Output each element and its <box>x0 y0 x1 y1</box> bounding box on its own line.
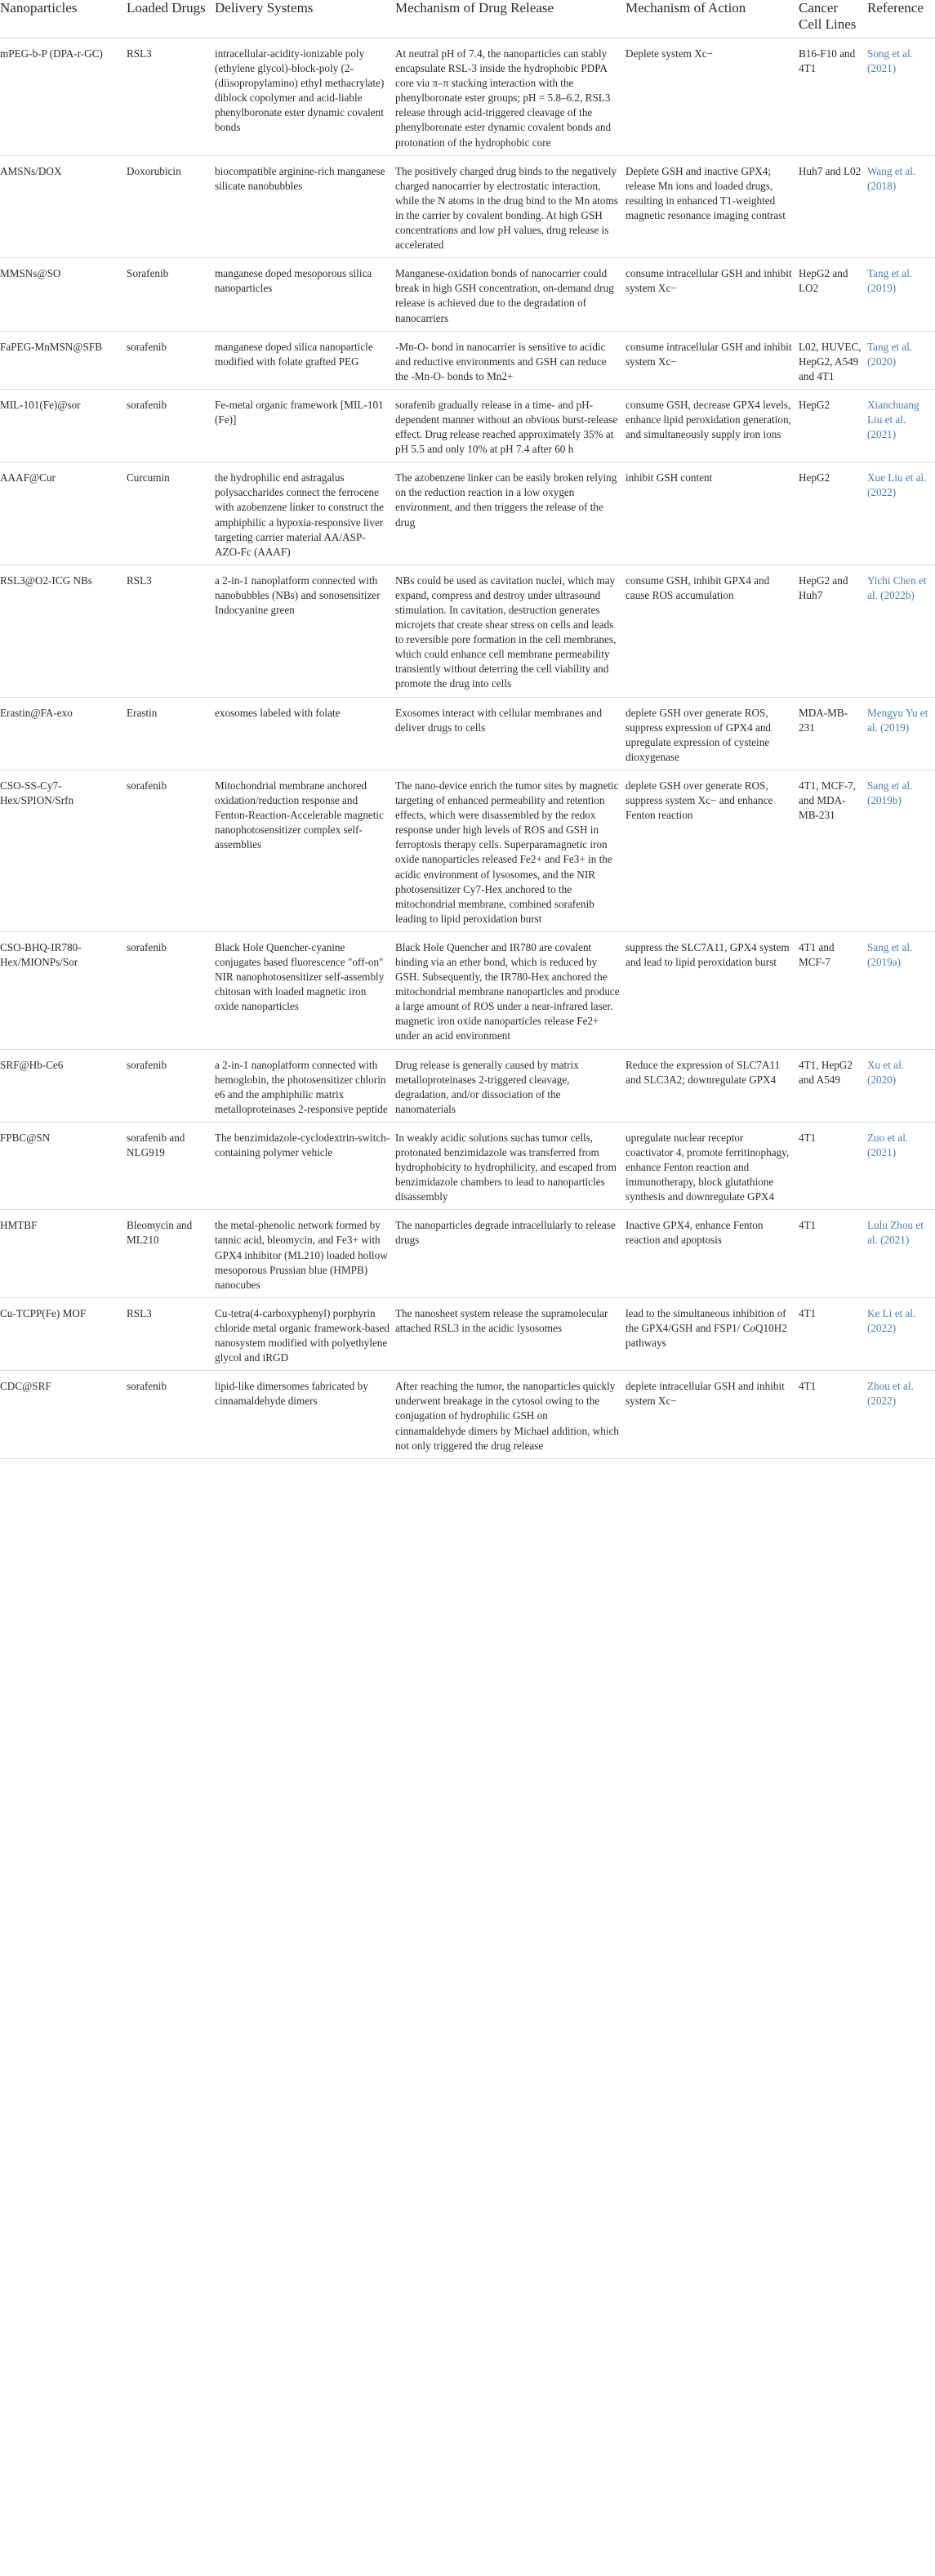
table-row <box>0 1122 935 1209</box>
cell-delivery-system: Black Hole Quencher-cyanine conjugates based fluorescence "off-on" NIR nanophotosensitizer self-assembly chitosan with loaded magnetic iron oxide nanoparticles <box>215 931 395 1049</box>
cell-cancer-cell-lines: B16-F10 and 4T1 <box>799 38 867 156</box>
cell-cancer-cell-lines: 4T1 and MCF-7 <box>799 931 867 1049</box>
cell-loaded-drug: sorafenib <box>127 389 215 462</box>
cell-loaded-drug: sorafenib <box>127 1371 215 1458</box>
cell-delivery-system: a 2-in-1 nanoplatform connected with hemoglobin, the photosensitizer chlorin e6 and the amphiphilic matrix metalloproteinases 2-responsive peptide <box>215 1049 395 1122</box>
cell-delivery-system: manganese doped mesoporous silica nanoparticles <box>215 258 395 331</box>
cell-loaded-drug: Doxorubicin <box>127 155 215 258</box>
cell-cancer-cell-lines: HepG2 and LO2 <box>799 258 867 331</box>
cell-nanoparticle: Cu-TCPP(Fe) MOF <box>0 1297 127 1370</box>
cell-reference-link[interactable]: Xianchuang Liu et al. (2021) <box>867 389 935 462</box>
cell-delivery-system: Cu-tetra(4-carboxyphenyl) porphyrin chloride metal organic framework-based nanosystem modified with polyethylene glycol and iRGD <box>215 1297 395 1370</box>
cell-reference-link[interactable]: Tang et al. (2020) <box>867 331 935 389</box>
cell-nanoparticle: CSO-BHQ-IR780-Hex/MIONPs/Sor <box>0 931 127 1049</box>
cell-reference-link[interactable]: Mengyu Yu et al. (2019) <box>867 697 935 770</box>
cell-delivery-system: exosomes labeled with folate <box>215 697 395 770</box>
cell-action-mechanism: Reduce the expression of SLC7A11 and SLC3A2; downregulate GPX4 <box>626 1049 799 1122</box>
cell-loaded-drug: Curcumin <box>127 462 215 565</box>
cell-cancer-cell-lines: Huh7 and L02 <box>799 155 867 258</box>
cell-loaded-drug: sorafenib and NLG919 <box>127 1122 215 1209</box>
cell-action-mechanism: suppress the SLC7A11, GPX4 system and lead to lipid peroxidation burst <box>626 931 799 1049</box>
cell-action-mechanism: deplete GSH over generate ROS, suppress system Xc− and enhance Fenton reaction <box>626 770 799 931</box>
table-row <box>0 1210 935 1297</box>
cell-reference-link[interactable]: Ke Li et al. (2022) <box>867 1297 935 1370</box>
cell-release-mechanism: NBs could be used as cavitation nuclei, which may expand, compress and destroy under ultrasound stimulation. In cavitation, destruction generates microjets that create shear stress on cells and leads to reversible pore formation in the cell membranes, which could enhance cell membrane permeability transiently without deterring the cell viability and promote the drug into cells <box>395 565 626 697</box>
cell-nanoparticle: HMTBF <box>0 1210 127 1297</box>
cell-action-mechanism: inhibit GSH content <box>626 462 799 565</box>
cell-delivery-system: manganese doped silica nanoparticle modified with folate grafted PEG <box>215 331 395 389</box>
cell-nanoparticle: FPBC@SN <box>0 1122 127 1209</box>
cell-loaded-drug: sorafenib <box>127 331 215 389</box>
cell-cancer-cell-lines: L02, HUVEC, HepG2, A549 and 4T1 <box>799 331 867 389</box>
table-body <box>0 38 935 1459</box>
cell-nanoparticle: RSL3@O2-ICG NBs <box>0 565 127 697</box>
cell-reference-link[interactable]: Tang et al. (2019) <box>867 258 935 331</box>
cell-release-mechanism: sorafenib gradually release in a time- and pH-dependent manner without an obvious burst-release effect. Drug release reached approximately 35% at pH 5.5 and only 10% at pH 7.4 after 60 h <box>395 389 626 462</box>
cell-cancer-cell-lines: 4T1 <box>799 1210 867 1297</box>
cell-nanoparticle: Erastin@FA-exo <box>0 697 127 770</box>
cell-action-mechanism: consume GSH, inhibit GPX4 and cause ROS accumulation <box>626 565 799 697</box>
header-loaded-drugs: Loaded Drugs <box>127 0 215 38</box>
table-row <box>0 565 935 697</box>
cell-cancer-cell-lines: 4T1 <box>799 1297 867 1370</box>
cell-action-mechanism: consume GSH, decrease GPX4 levels, enhance lipid peroxidation generation, and simultaneously supply iron ions <box>626 389 799 462</box>
cell-cancer-cell-lines: MDA-MB-231 <box>799 697 867 770</box>
cell-release-mechanism: The azobenzene linker can be easily broken relying on the reduction reaction in a low oxygen environment, and then triggers the release of the drug <box>395 462 626 565</box>
header-mechanism-action: Mechanism of Action <box>626 0 799 38</box>
cell-cancer-cell-lines: 4T1 <box>799 1371 867 1458</box>
cell-release-mechanism: After reaching the tumor, the nanoparticles quickly underwent breakage in the cytosol owing to the conjugation of hydrophilic GSH on cinnamaldehyde dimers by Michael addition, which not only triggered the drug release <box>395 1371 626 1458</box>
cell-release-mechanism: Drug release is generally caused by matrix metalloproteinases 2-triggered cleavage, degradation, and/or dissociation of the nanomaterials <box>395 1049 626 1122</box>
cell-action-mechanism: deplete GSH over generate ROS, suppress expression of GPX4 and upregulate expression of cysteine dioxygenase <box>626 697 799 770</box>
table-row <box>0 931 935 1049</box>
cell-delivery-system: The benzimidazole-cyclodextrin-switch-containing polymer vehicle <box>215 1122 395 1209</box>
cell-loaded-drug: sorafenib <box>127 931 215 1049</box>
cell-release-mechanism: In weakly acidic solutions suchas tumor cells, protonated benzimidazole was transferred from hydrophobicity to hydrophilicity, and escaped from benzimidazole chambers to lead to nanoparticles disassembly <box>395 1122 626 1209</box>
cell-cancer-cell-lines: 4T1, MCF-7, and MDA-MB-231 <box>799 770 867 931</box>
cell-loaded-drug: Sorafenib <box>127 258 215 331</box>
cell-action-mechanism: Deplete GSH and inactive GPX4; release Mn ions and loaded drugs, resulting in enhanced T1-weighted magnetic resonance imaging contrast <box>626 155 799 258</box>
cell-reference-link[interactable]: Song et al. (2021) <box>867 38 935 156</box>
table-row <box>0 697 935 770</box>
cell-action-mechanism: consume intracellular GSH and inhibit system Xc− <box>626 258 799 331</box>
cell-reference-link[interactable]: Xu et al. (2020) <box>867 1049 935 1122</box>
cell-action-mechanism: Deplete system Xc− <box>626 38 799 156</box>
cell-nanoparticle: CDC@SRF <box>0 1371 127 1458</box>
cell-release-mechanism: Manganese-oxidation bonds of nanocarrier could break in high GSH concentration, on-demand drug release is achieved due to the degradation of nanocarriers <box>395 258 626 331</box>
cell-action-mechanism: lead to the simultaneous inhibition of the GPX4/GSH and FSP1/ CoQ10H2 pathways <box>626 1297 799 1370</box>
table-row <box>0 258 935 331</box>
cell-cancer-cell-lines: HepG2 <box>799 462 867 565</box>
cell-reference-link[interactable]: Xue Liu et al. (2022) <box>867 462 935 565</box>
cell-nanoparticle: AMSNs/DOX <box>0 155 127 258</box>
cell-reference-link[interactable]: Zuo et al. (2021) <box>867 1122 935 1209</box>
table-row <box>0 155 935 258</box>
cell-release-mechanism: The nanosheet system release the supramolecular attached RSL3 in the acidic lysosomes <box>395 1297 626 1370</box>
table-row <box>0 389 935 462</box>
cell-nanoparticle: SRF@Hb-Ce6 <box>0 1049 127 1122</box>
cell-delivery-system: Fe-metal organic framework [MIL-101 (Fe)] <box>215 389 395 462</box>
cell-action-mechanism: deplete intracellular GSH and inhibit system Xc− <box>626 1371 799 1458</box>
cell-action-mechanism: Inactive GPX4, enhance Fenton reaction and apoptosis <box>626 1210 799 1297</box>
table-row <box>0 770 935 931</box>
cell-delivery-system: a 2-in-1 nanoplatform connected with nanobubbles (NBs) and sonosensitizer Indocyanine green <box>215 565 395 697</box>
header-nanoparticles: Nanoparticles <box>0 0 127 38</box>
cell-release-mechanism: Exosomes interact with cellular membranes and deliver drugs to cells <box>395 697 626 770</box>
cell-loaded-drug: RSL3 <box>127 38 215 156</box>
cell-nanoparticle: mPEG-b-P (DPA-r-GC) <box>0 38 127 156</box>
table-row <box>0 38 935 156</box>
cell-action-mechanism: upregulate nuclear receptor coactivator 4, promote ferritinophagy, enhance Fenton reaction and immunotherapy, block glutathione synthesis and downregulate GPX4 <box>626 1122 799 1209</box>
cell-delivery-system: the metal-phenolic network formed by tannic acid, bleomycin, and Fe3+ with GPX4 inhibitor (ML210) loaded hollow mesoporous Prussian blue (HMPB) nanocubes <box>215 1210 395 1297</box>
cell-delivery-system: the hydrophilic end astragalus polysaccharides connect the ferrocene with azobenzene linker to construct the amphiphilic a hypoxia-responsive liver targeting carrier material AA/ASP-AZO-Fc (AAAF) <box>215 462 395 565</box>
cell-release-mechanism: Black Hole Quencher and IR780 are covalent binding via an ether bond, which is reduced by GSH. Subsequently, the IR780-Hex anchored the mitochondrial membrane nanoparticles and produce a large amount of ROS under a near-infrared laser. magnetic iron oxide nanoparticles release Fe2+ under an acid environment <box>395 931 626 1049</box>
table-row <box>0 331 935 389</box>
cell-delivery-system: intracellular-acidity-ionizable poly (ethylene glycol)-block-poly (2- (diisopropylamino) ethyl methacrylate) diblock copolymer and acid-liable phenylboronate ester dynamic covalent bonds <box>215 38 395 156</box>
cell-cancer-cell-lines: 4T1 <box>799 1122 867 1209</box>
table-row <box>0 1049 935 1122</box>
cell-nanoparticle: MIL-101(Fe)@sor <box>0 389 127 462</box>
cell-reference-link[interactable]: Zhou et al. (2022) <box>867 1371 935 1458</box>
cell-release-mechanism: The positively charged drug binds to the negatively charged nanocarrier by electrostatic interaction, while the N atoms in the drug bind to the Mn atoms in the carrier by covalent bonding. At high GSH concentrations and low pH values, drug release is accelerated <box>395 155 626 258</box>
cell-nanoparticle: CSO-SS-Cy7-Hex/SPION/Srfn <box>0 770 127 931</box>
cell-nanoparticle: FaPEG-MnMSN@SFB <box>0 331 127 389</box>
cell-loaded-drug: RSL3 <box>127 1297 215 1370</box>
cell-reference-link[interactable]: Lulu Zhou et al. (2021) <box>867 1210 935 1297</box>
table-header <box>0 0 935 38</box>
cell-loaded-drug: Erastin <box>127 697 215 770</box>
cell-reference-link[interactable]: Wang et al. (2018) <box>867 155 935 258</box>
cell-loaded-drug: RSL3 <box>127 565 215 697</box>
cell-cancer-cell-lines: HepG2 <box>799 389 867 462</box>
cell-cancer-cell-lines: 4T1, HepG2 and A549 <box>799 1049 867 1122</box>
cell-loaded-drug: sorafenib <box>127 770 215 931</box>
cell-loaded-drug: Bleomycin and ML210 <box>127 1210 215 1297</box>
cell-release-mechanism: At neutral pH of 7.4, the nanoparticles can stably encapsulate RSL-3 inside the hydrophobic PDPA core via π–π stacking interaction with the phenylboronate ester groups; pH = 5.8–6.2, RSL3 release through acid-triggered cleavage of the phenylboronate ester dynamic covalent bonds and protonation of the hydrophobic core <box>395 38 626 156</box>
header-mechanism-release: Mechanism of Drug Release <box>395 0 626 38</box>
table-row <box>0 1371 935 1458</box>
header-row <box>0 0 935 38</box>
table-row <box>0 462 935 565</box>
header-delivery-systems: Delivery Systems <box>215 0 395 38</box>
cell-reference-link[interactable]: Yichi Chen et al. (2022b) <box>867 565 935 697</box>
cell-nanoparticle: AAAF@Cur <box>0 462 127 565</box>
cell-delivery-system: biocompatible arginine-rich manganese silicate nanobubbles <box>215 155 395 258</box>
cell-cancer-cell-lines: HepG2 and Huh7 <box>799 565 867 697</box>
cell-release-mechanism: -Mn-O- bond in nanocarrier is sensitive to acidic and reductive environments and GSH can reduce the -Mn-O- bonds to Mn2+ <box>395 331 626 389</box>
cell-reference-link[interactable]: Sang et al. (2019a) <box>867 931 935 1049</box>
header-reference: Reference <box>867 0 935 38</box>
cell-delivery-system: lipid-like dimersomes fabricated by cinnamaldehyde dimers <box>215 1371 395 1458</box>
cell-delivery-system: Mitochondrial membrane anchored oxidation/reduction response and Fenton-Reaction-Accelerable magnetic nanophotosensitizer complex self-assemblies <box>215 770 395 931</box>
cell-loaded-drug: sorafenib <box>127 1049 215 1122</box>
cell-action-mechanism: consume intracellular GSH and inhibit system Xc− <box>626 331 799 389</box>
table-row <box>0 1297 935 1370</box>
cell-nanoparticle: MMSNs@SO <box>0 258 127 331</box>
cell-reference-link[interactable]: Sang et al. (2019b) <box>867 770 935 931</box>
cell-release-mechanism: The nanoparticles degrade intracellularly to release drugs <box>395 1210 626 1297</box>
header-cancer-cell-lines: Cancer Cell Lines <box>799 0 867 38</box>
cell-release-mechanism: The nano-device enrich the tumor sites by magnetic targeting of enhanced permeability and retention effects, which were disassembled by the redox response under high levels of ROS and GSH in ferroptosis therapy cells. Superparamagnetic iron oxide nanoparticles released Fe2+ and Fe3+ in the acidic environment of lysosomes, and the NIR photosensitizer Cy7-Hex anchored to the mitochondrial membrane, combined sorafenib leading to lipid peroxidation burst <box>395 770 626 931</box>
